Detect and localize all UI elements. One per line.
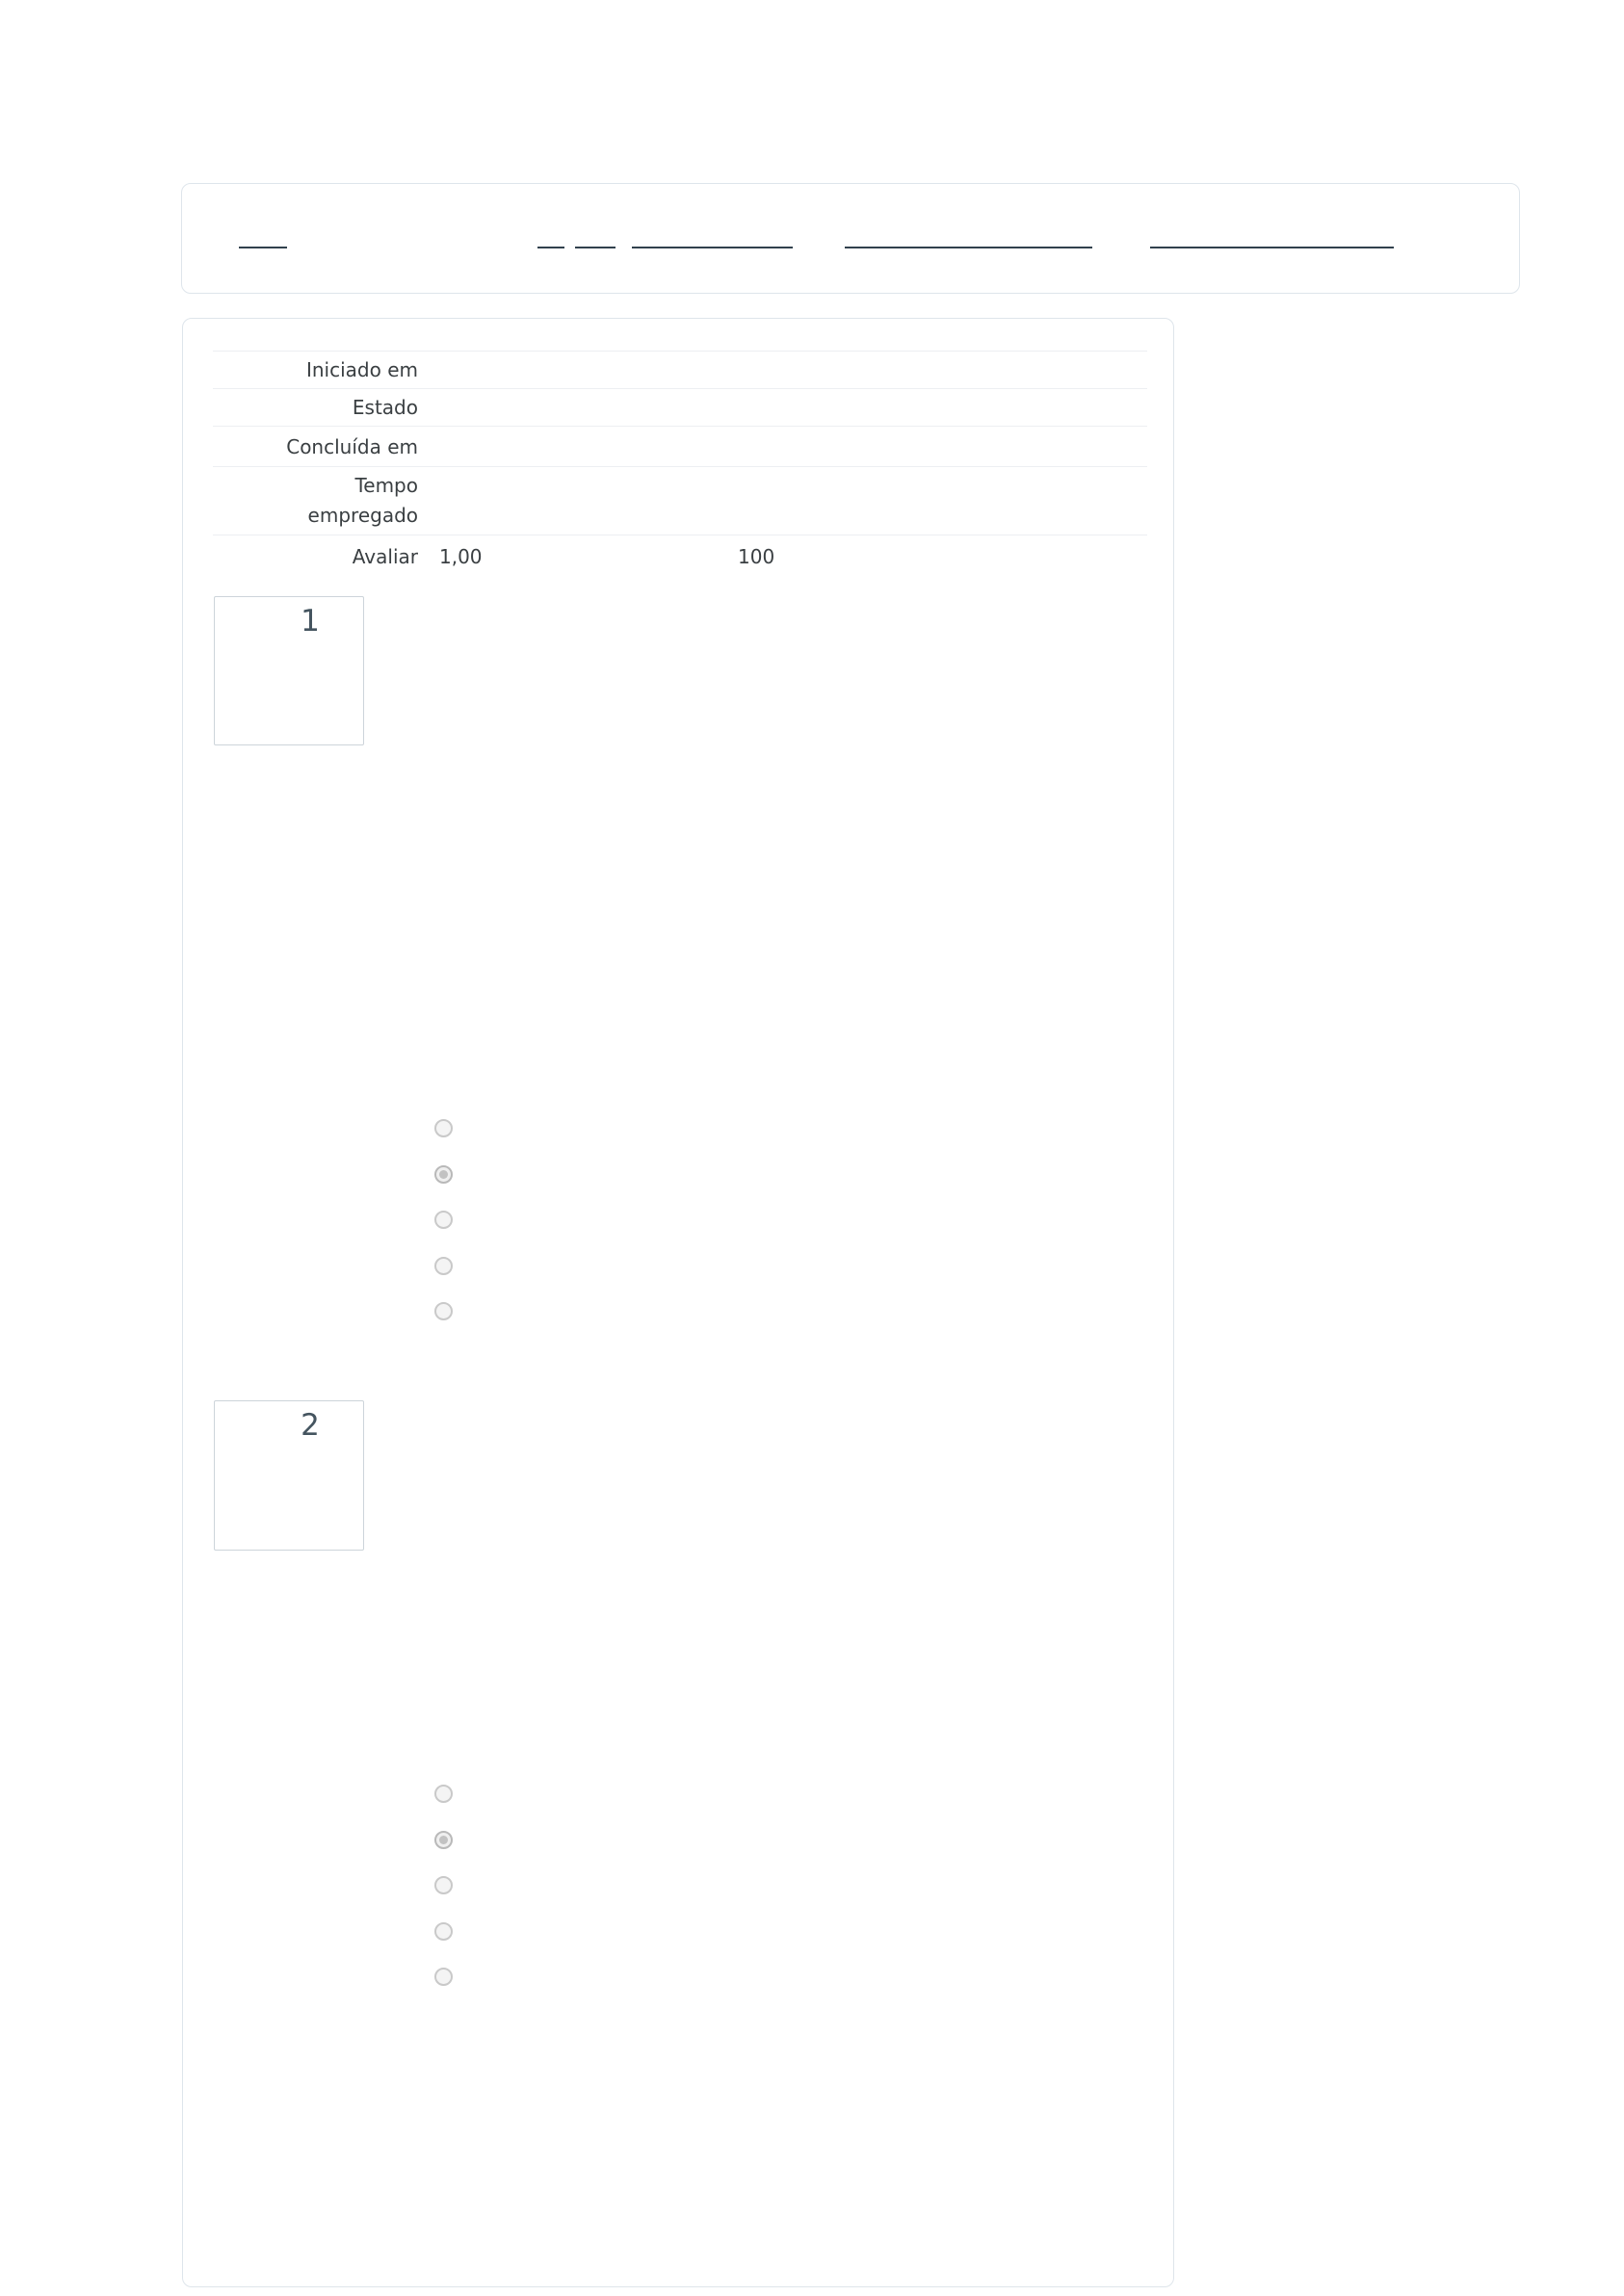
summary-label: Tempo empregado [307,474,418,527]
radio-dot-icon [439,1836,448,1844]
question2-info-box [214,1400,364,1551]
radio-dot-icon [439,1170,448,1179]
answer-radio[interactable] [434,1785,453,1803]
question1-info-box [214,596,364,745]
summary-label: Iniciado em [305,358,418,381]
grade-value: 1,00 [439,545,483,568]
summary-label: Avaliar [352,545,418,568]
quiz-summary-table [213,351,1147,578]
question1-options [434,1119,453,1320]
answer-radio[interactable] [434,1302,453,1320]
answer-radio[interactable] [434,1876,453,1894]
summary-value [418,545,1147,568]
header-card [181,183,1520,294]
summary-row-started [213,351,1147,388]
breadcrumb-link-3[interactable] [575,247,616,248]
answer-radio[interactable] [434,1211,453,1229]
answer-radio[interactable] [434,1922,453,1941]
summary-label: Estado [352,396,418,419]
breadcrumb-link-5[interactable] [845,247,1092,248]
answer-radio[interactable] [434,1968,453,1986]
summary-row-state [213,388,1147,426]
breadcrumb-link-6[interactable] [1150,247,1394,248]
answer-radio[interactable] [434,1165,453,1184]
summary-row-completed [213,426,1147,466]
question1-number: 1 [301,604,320,639]
answer-radio[interactable] [434,1831,453,1849]
breadcrumb-link-1[interactable] [239,247,287,248]
quiz-attempt-card [182,318,1174,2287]
breadcrumb-link-2[interactable] [537,247,564,248]
answer-radio[interactable] [434,1119,453,1137]
summary-row-grade [213,535,1147,578]
question2-options [434,1785,453,1986]
summary-label: Concluída em [286,434,418,458]
question2-number: 2 [301,1408,320,1443]
breadcrumb-link-4[interactable] [632,247,793,248]
summary-row-time-taken [213,466,1147,535]
grade-percentage: 100 [738,545,775,568]
answer-radio[interactable] [434,1257,453,1275]
